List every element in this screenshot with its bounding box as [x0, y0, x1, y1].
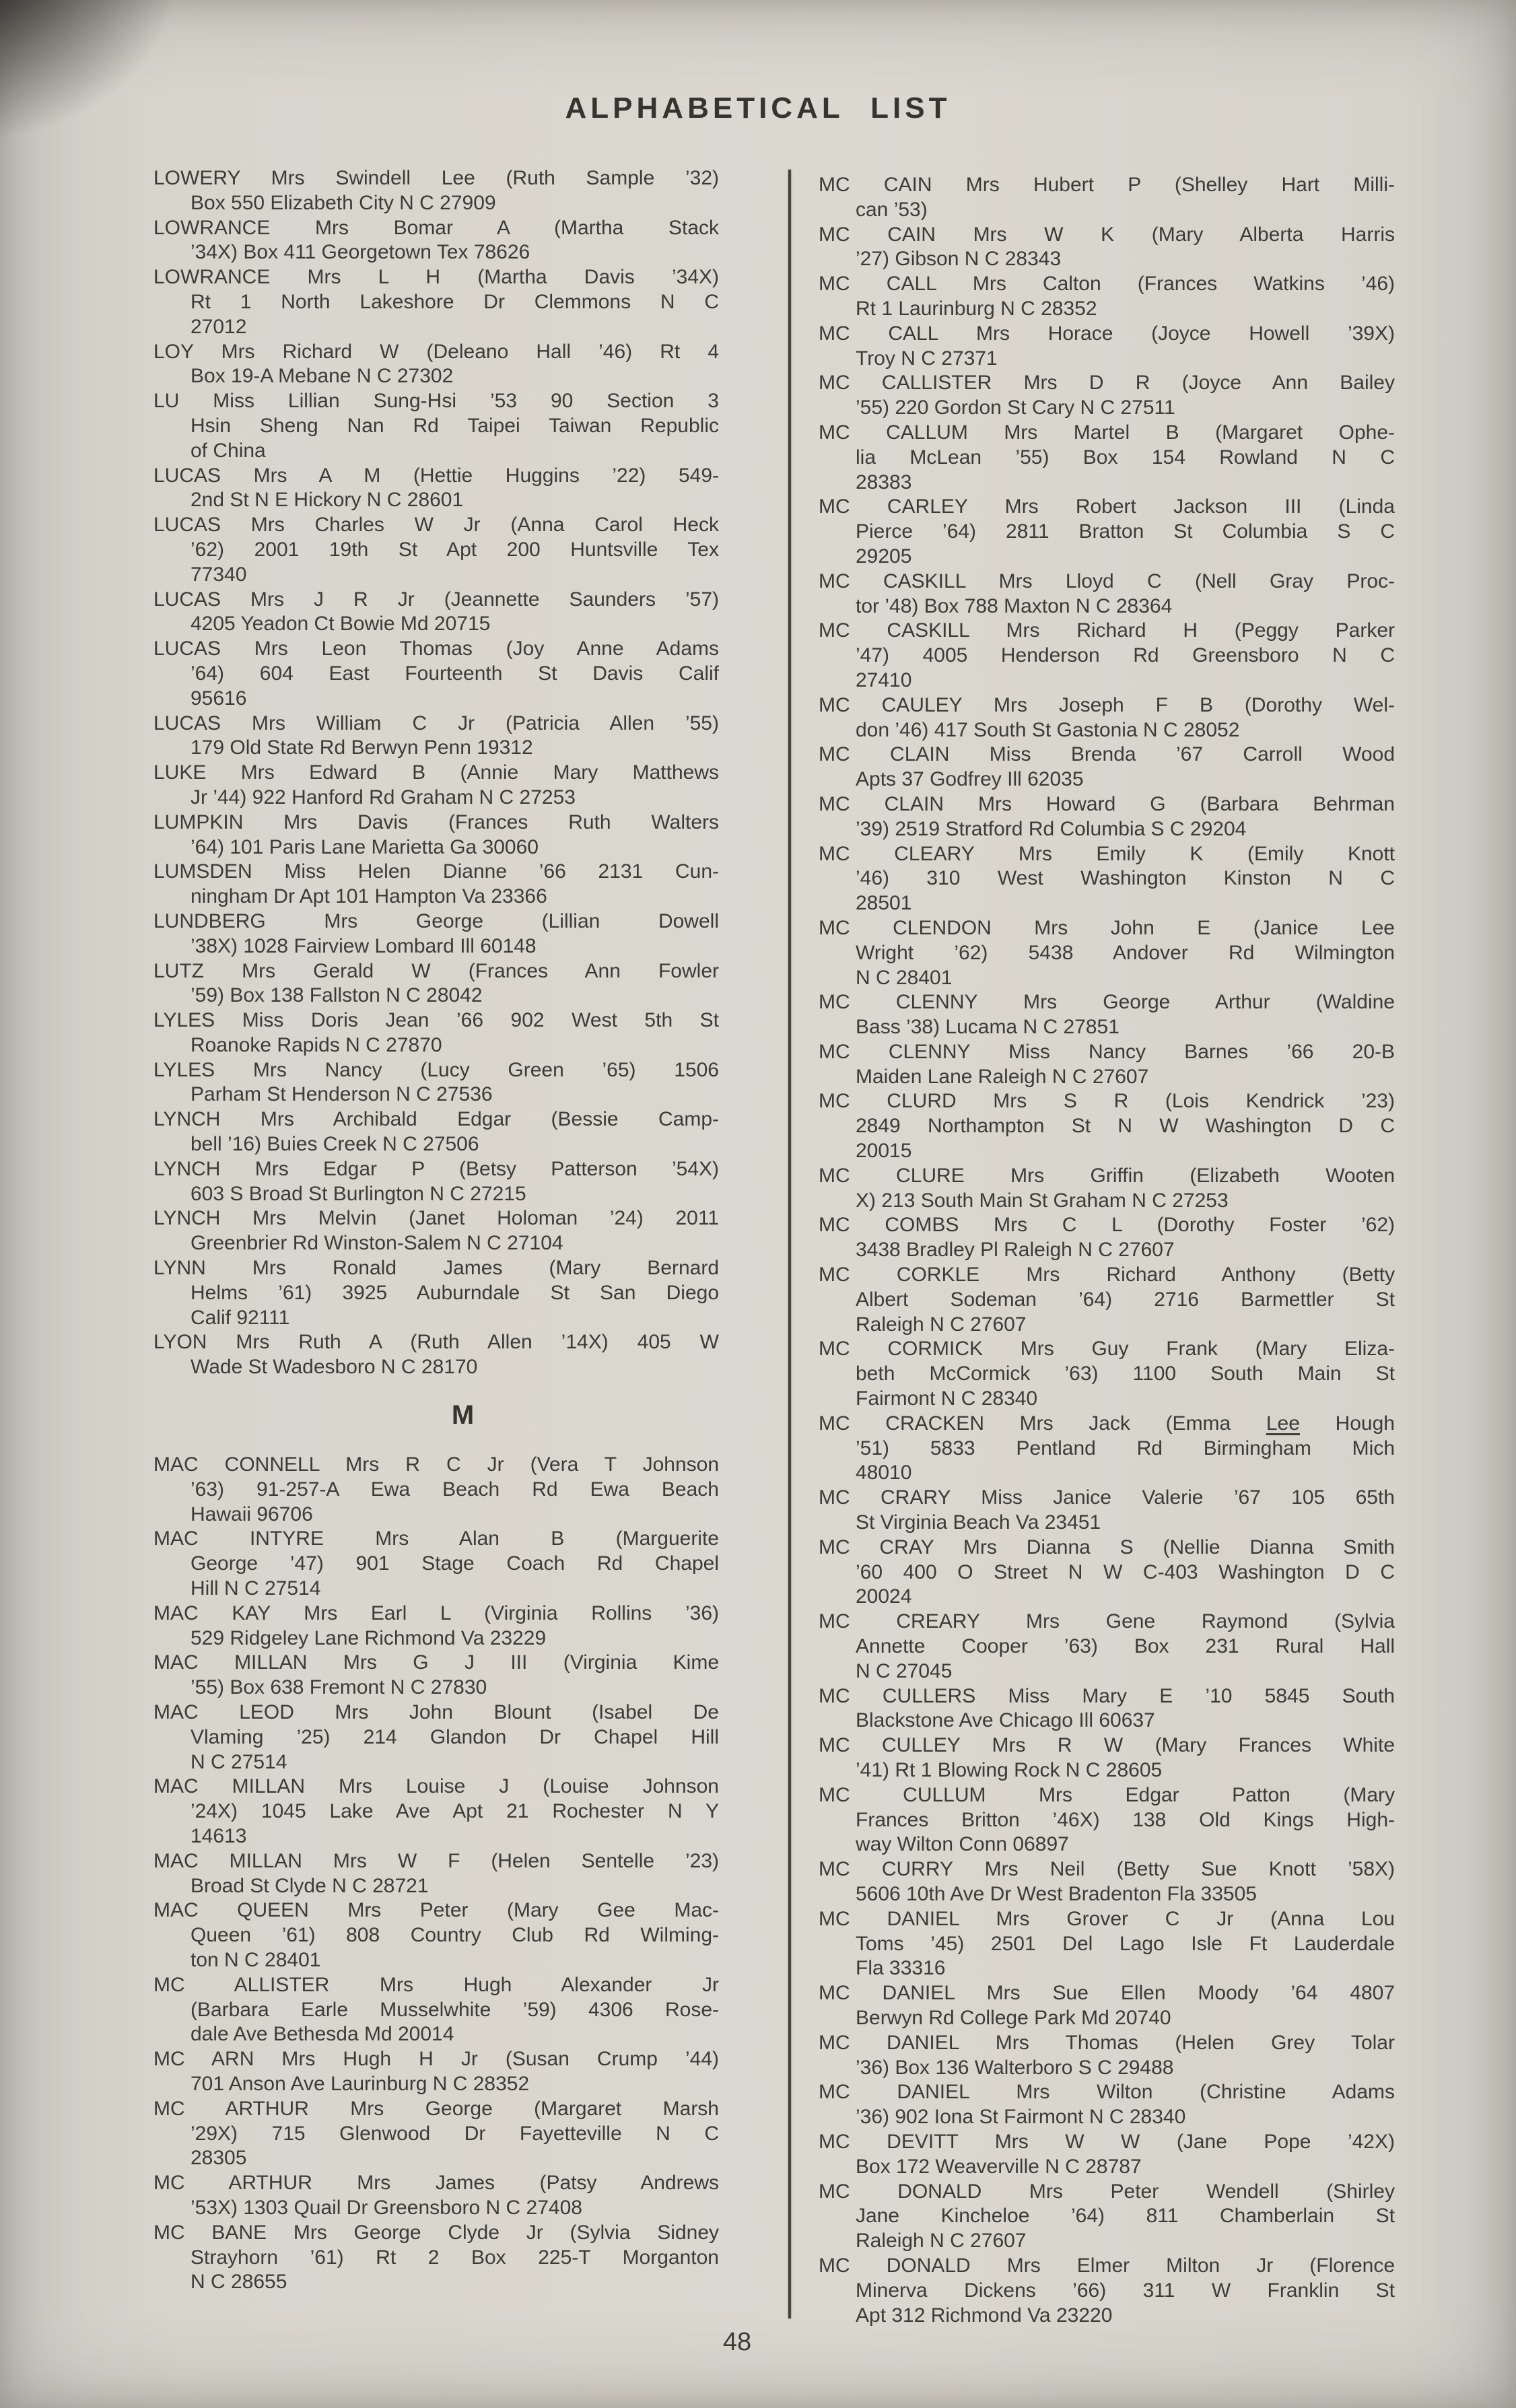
entry-line: Albert Sodeman ’64) 2716 Barmettler St [856, 1288, 1395, 1311]
directory-entry [819, 1337, 1395, 1411]
entry-line: Queen ’61) 808 Country Club Rd Wilming- [191, 1924, 719, 1947]
directory-entry [819, 322, 1395, 372]
entry-line: St Virginia Beach Va 23451 [856, 1511, 1101, 1534]
entry-line: MC CALL Mrs Horace (Joyce Howell ’39X) [819, 322, 1395, 345]
entry-line: ’41) Rt 1 Blowing Rock N C 28605 [856, 1759, 1163, 1781]
directory-entry [819, 990, 1395, 1040]
entry-line: MC CORMICK Mrs Guy Frank (Mary Eliza- [819, 1338, 1395, 1361]
entry-line: MC ALLISTER Mrs Hugh Alexander Jr [153, 1973, 719, 1996]
entry-line: X) 213 South Main St Graham N C 27253 [856, 1189, 1229, 1212]
entry-line: Jr ’44) 922 Hanford Rd Graham N C 27253 [191, 786, 576, 809]
entry-line: of China [191, 439, 266, 462]
directory-entry [819, 1213, 1395, 1263]
directory-entry [819, 2254, 1395, 2328]
entry-line: ’24X) 1045 Lake Ave Apt 21 Rochester N Y [191, 1800, 719, 1823]
entry-line: LYNN Mrs Ronald James (Mary Bernard [153, 1257, 719, 1280]
entry-line: MC CLURD Mrs S R (Lois Kendrick ’23) [819, 1090, 1395, 1113]
entry-line: MC CLURE Mrs Griffin (Elizabeth Wooten [819, 1164, 1395, 1187]
directory-entry [819, 1164, 1395, 1214]
directory-entry [819, 2031, 1395, 2081]
entry-line: 603 S Broad St Burlington N C 27215 [191, 1182, 526, 1205]
directory-entry [153, 811, 719, 860]
entry-line: Pierce ’64) 2811 Bratton St Columbia S C [856, 520, 1395, 543]
directory-entry [819, 1684, 1395, 1734]
entry-line: Parham St Henderson N C 27536 [191, 1083, 493, 1106]
directory-entry [153, 1008, 719, 1058]
directory-entry [153, 1775, 719, 1849]
entry-line: MC CLAIN Mrs Howard G (Barbara Behrman [819, 792, 1395, 815]
entry-line: ’46) 310 West Washington Kinston N C [856, 867, 1395, 890]
entry-line: ’47) 4005 Henderson Rd Greensboro N C [856, 644, 1395, 667]
entry-line: ’34X) Box 411 Georgetown Tex 78626 [191, 241, 530, 264]
entry-line: LYON Mrs Ruth A (Ruth Allen ’14X) 405 W [153, 1331, 719, 1354]
entry-line: 28501 [856, 892, 912, 915]
entry-line: MC CALL Mrs Calton (Frances Watkins ’46) [819, 273, 1395, 296]
directory-entry [819, 792, 1395, 842]
directory-entry [819, 1783, 1395, 1857]
right-column [819, 173, 1395, 2328]
entry-line: MC ARTHUR Mrs George (Margaret Marsh [153, 2097, 719, 2120]
entry-line: MC CALLISTER Mrs D R (Joyce Ann Bailey [819, 372, 1395, 394]
entry-line: MAC KAY Mrs Earl L (Virginia Rollins ’36) [153, 1602, 719, 1624]
entry-line: Blackstone Ave Chicago Ill 60637 [856, 1709, 1155, 1732]
entry-line: Vlaming ’25) 214 Glandon Dr Chapel Hill [191, 1725, 719, 1748]
entry-line: ’36) Box 136 Walterboro S C 29488 [856, 2056, 1174, 2079]
entry-line: Jane Kincheloe ’64) 811 Chamberlain St [856, 2205, 1395, 2228]
entry-line: MC CORKLE Mrs Richard Anthony (Betty [819, 1264, 1395, 1286]
entry-line: Roanoke Rapids N C 27870 [191, 1033, 442, 1056]
directory-entry [153, 1700, 719, 1775]
entry-line: LUCAS Mrs J R Jr (Jeannette Saunders ’57) [153, 588, 719, 611]
entry-line: LUNDBERG Mrs George (Lillian Dowell [153, 909, 719, 932]
directory-entry [153, 1157, 719, 1207]
directory-entry [819, 1610, 1395, 1684]
entry-line: MC CLEARY Mrs Emily K (Emily Knott [819, 842, 1395, 865]
entry-line: ’27) Gibson N C 28343 [856, 248, 1062, 271]
entry-line: MC CREARY Mrs Gene Raymond (Sylvia [819, 1610, 1395, 1633]
directory-entry [819, 1536, 1395, 1610]
directory-entry [153, 1527, 719, 1601]
entry-line: ’53X) 1303 Quail Dr Greensboro N C 27408 [191, 2196, 582, 2219]
entry-line: MAC MILLAN Mrs Louise J (Louise Johnson [153, 1775, 719, 1798]
entry-line: ’38X) 1028 Fairview Lombard Ill 60148 [191, 934, 537, 957]
entry-line: MC CLENDON Mrs John E (Janice Lee [819, 916, 1395, 939]
directory-entry [153, 860, 719, 909]
entry-line: MC CRARY Miss Janice Valerie ’67 105 65th [819, 1486, 1395, 1509]
entry-line: Apts 37 Godfrey Ill 62035 [856, 768, 1084, 791]
entry-line: Rt 1 North Lakeshore Dr Clemmons N C [191, 290, 719, 313]
directory-entry [153, 1058, 719, 1108]
entry-line: Minerva Dickens ’66) 311 W Franklin St [856, 2279, 1395, 2302]
entry-line: LUCAS Mrs A M (Hettie Huggins ’22) 549- [153, 464, 719, 487]
directory-entry [819, 421, 1395, 495]
entry-line: ton N C 28401 [191, 1948, 321, 1971]
entry-line: ’64) 604 East Fourteenth St Davis Calif [191, 662, 719, 685]
entry-line: 28305 [191, 2147, 247, 2170]
entry-line: Annette Cooper ’63) Box 231 Rural Hall [856, 1635, 1395, 1658]
entry-line: MAC LEOD Mrs John Blount (Isabel De [153, 1701, 719, 1724]
page-number: 48 [722, 2328, 752, 2356]
entry-line: 27012 [191, 315, 247, 338]
entry-line: MAC MILLAN Mrs W F (Helen Sentelle ’23) [153, 1849, 719, 1872]
entry-line: 3438 Bradley Pl Raleigh N C 27607 [856, 1239, 1175, 1262]
page-title: ALPHABETICAL LIST [565, 92, 951, 125]
directory-entry [819, 173, 1395, 223]
entry-line: Strayhorn ’61) Rt 2 Box 225-T Morganton [191, 2246, 719, 2269]
entry-line: MC CALLUM Mrs Martel B (Margaret Ophe- [819, 421, 1395, 444]
entry-line: MC CULLERS Miss Mary E ’10 5845 South [819, 1684, 1395, 1707]
entry-line: LYLES Mrs Nancy (Lucy Green ’65) 1506 [153, 1058, 719, 1081]
directory-entry [153, 265, 719, 339]
directory-entry [153, 1602, 719, 1651]
directory-entry [153, 216, 719, 266]
entry-line: Wright ’62) 5438 Andover Rd Wilmington [856, 941, 1395, 964]
entry-line: dale Ave Bethesda Md 20014 [191, 2023, 454, 2046]
entry-line: MC CULLUM Mrs Edgar Patton (Mary [819, 1783, 1395, 1806]
entry-line: Greenbrier Rd Winston-Salem N C 27104 [191, 1232, 563, 1255]
entry-line: ’36) 902 Iona St Fairmont N C 28340 [856, 2106, 1186, 2129]
directory-entry [819, 223, 1395, 273]
entry-line: MC CAIN Mrs Hubert P (Shelley Hart Milli- [819, 174, 1395, 196]
entry-line: LOY Mrs Richard W (Deleano Hall ’46) Rt 4 [153, 340, 719, 363]
entry-line: N C 28655 [191, 2271, 287, 2294]
entry-line: LYNCH Mrs Archibald Edgar (Bessie Camp- [153, 1108, 719, 1131]
entry-line: 77340 [191, 563, 247, 586]
directory-entry [153, 909, 719, 959]
directory-entry [819, 2080, 1395, 2130]
entry-line: ’51) 5833 Pentland Rd Birmingham Mich [856, 1437, 1395, 1459]
entry-line: Hawaii 96706 [191, 1503, 313, 1525]
directory-entry [153, 959, 719, 1009]
entry-line: 95616 [191, 687, 247, 710]
directory-entry [819, 693, 1395, 743]
directory-entry [153, 1330, 719, 1380]
entry-line: MC CAIN Mrs W K (Mary Alberta Harris [819, 223, 1395, 246]
directory-entry [153, 166, 719, 216]
section-header: M [451, 1400, 475, 1431]
entry-line: 27410 [856, 668, 912, 691]
entry-line: Broad St Clyde N C 28721 [191, 1874, 429, 1897]
entry-line: LYLES Miss Doris Jean ’66 902 West 5th St [153, 1009, 719, 1032]
entry-line: ’62) 2001 19th St Apt 200 Huntsville Tex [191, 538, 719, 561]
entry-line: Fla 33316 [856, 1957, 946, 1980]
entry-line: MC CLENNY Mrs George Arthur (Waldine [819, 991, 1395, 1014]
entry-line: LOWRANCE Mrs L H (Martha Davis ’34X) [153, 266, 719, 289]
directory-entry [819, 570, 1395, 619]
entry-line: beth McCormick ’63) 1100 South Main St [856, 1363, 1395, 1385]
directory-entry [153, 513, 719, 587]
directory-entry [153, 761, 719, 811]
entry-line: Wade St Wadesboro N C 28170 [191, 1356, 478, 1379]
entry-line: LUCAS Mrs Leon Thomas (Joy Anne Adams [153, 638, 719, 660]
entry-line: MAC CONNELL Mrs R C Jr (Vera T Johnson [153, 1453, 719, 1476]
entry-line: LUMSDEN Miss Helen Dianne ’66 2131 Cun- [153, 860, 719, 883]
directory-entry [819, 1412, 1395, 1486]
entry-line: 20015 [856, 1140, 912, 1163]
entry-line: MC BANE Mrs George Clyde Jr (Sylvia Sidney [153, 2221, 719, 2244]
directory-entry [153, 1256, 719, 1330]
entry-line: LOWRANCE Mrs Bomar A (Martha Stack [153, 216, 719, 239]
entry-line: LUCAS Mrs William C Jr (Patricia Allen ’55) [153, 712, 719, 734]
entry-line: LOWERY Mrs Swindell Lee (Ruth Sample ’32) [153, 167, 719, 189]
entry-line: Raleigh N C 27607 [856, 1313, 1027, 1336]
entry-line: MC COMBS Mrs C L (Dorothy Foster ’62) [819, 1214, 1395, 1237]
entry-line: MC CRACKEN Mrs Jack (Emma Lee Hough [819, 1412, 1395, 1435]
directory-entry [819, 1040, 1395, 1090]
column-divider [788, 170, 791, 2318]
directory-entry [819, 743, 1395, 792]
entry-line: 28383 [856, 471, 912, 493]
entry-line: Box 172 Weaverville N C 28787 [856, 2155, 1142, 2178]
entry-line: Rt 1 Laurinburg N C 28352 [856, 297, 1097, 320]
directory-entry [153, 340, 719, 390]
entry-line: MC CULLEY Mrs R W (Mary Frances White [819, 1734, 1395, 1757]
directory-entry [819, 2130, 1395, 2180]
entry-line: 20024 [856, 1585, 912, 1608]
entry-line: 179 Old State Rd Berwyn Penn 19312 [191, 736, 533, 759]
entry-line: 701 Anson Ave Laurinburg N C 28352 [191, 2072, 530, 2095]
entry-line: N C 28401 [856, 966, 953, 989]
directory-entry [819, 1733, 1395, 1783]
directory-entry [819, 495, 1395, 569]
directory-entry [819, 916, 1395, 990]
entry-line: MAC INTYRE Mrs Alan B (Marguerite [153, 1527, 719, 1550]
entry-line: MC DANIEL Mrs Sue Ellen Moody ’64 4807 [819, 1982, 1395, 2005]
directory-entry [819, 371, 1395, 421]
underlined-text: Lee [1266, 1412, 1300, 1435]
directory-entry [153, 712, 719, 761]
entry-line: MC ARN Mrs Hugh H Jr (Susan Crump ’44) [153, 2048, 719, 2071]
directory-entry [819, 842, 1395, 916]
entry-line: MC DANIEL Mrs Thomas (Helen Grey Tolar [819, 2031, 1395, 2054]
entry-line: Toms ’45) 2501 Del Lago Isle Ft Lauderdale [856, 1932, 1395, 1955]
directory-entry [153, 588, 719, 638]
entry-line: ’39) 2519 Stratford Rd Columbia S C 29204 [856, 817, 1247, 840]
entry-line: Box 550 Elizabeth City N C 27909 [191, 191, 496, 214]
entry-line: ’59) Box 138 Fallston N C 28042 [191, 984, 483, 1007]
entry-line: ’60 400 O Street N W C-403 Washington D C [856, 1560, 1395, 1583]
directory-entry [153, 1898, 719, 1972]
entry-line: 48010 [856, 1461, 912, 1484]
entry-line: N C 27045 [856, 1659, 953, 1682]
entry-line: MC CLAIN Miss Brenda ’67 Carroll Wood [819, 743, 1395, 766]
entry-line: Apt 312 Richmond Va 23220 [856, 2304, 1113, 2327]
entry-line: MC DONALD Mrs Peter Wendell (Shirley [819, 2180, 1395, 2203]
entry-line: ’55) Box 638 Fremont N C 27830 [191, 1676, 487, 1699]
entry-line: 29205 [856, 545, 912, 567]
left-column [153, 166, 719, 2295]
directory-entry [153, 2097, 719, 2171]
entry-line: MC DEVITT Mrs W W (Jane Pope ’42X) [819, 2130, 1395, 2153]
directory-entry [153, 1107, 719, 1157]
entry-line: MC ARTHUR Mrs James (Patsy Andrews [153, 2172, 719, 2195]
directory-entry [153, 1651, 719, 1700]
entry-line: Box 19-A Mebane N C 27302 [191, 365, 454, 388]
directory-entry [153, 1206, 719, 1256]
entry-line: ’64) 101 Paris Lane Marietta Ga 30060 [191, 835, 539, 858]
directory-entry [819, 2180, 1395, 2254]
entry-line: LUKE Mrs Edward B (Annie Mary Matthews [153, 761, 719, 784]
entry-line: George ’47) 901 Stage Coach Rd Chapel [191, 1552, 719, 1575]
directory-entry [153, 389, 719, 463]
entry-line: Fairmont N C 28340 [856, 1387, 1038, 1410]
directory-entry [153, 2171, 719, 2221]
entry-line: LU Miss Lillian Sung-Hsi ’53 90 Section 3 [153, 390, 719, 413]
entry-line: ’55) 220 Gordon St Cary N C 27511 [856, 397, 1175, 419]
entry-line: MC CASKILL Mrs Richard H (Peggy Parker [819, 619, 1395, 642]
directory-entry [153, 637, 719, 711]
directory-entry [819, 272, 1395, 322]
entry-line: MC DONALD Mrs Elmer Milton Jr (Florence [819, 2254, 1395, 2277]
entry-line: MC CLENNY Miss Nancy Barnes ’66 20-B [819, 1040, 1395, 1063]
entry-line: tor ’48) Box 788 Maxton N C 28364 [856, 594, 1173, 617]
entry-line: 5606 10th Ave Dr West Bradenton Fla 33505 [856, 1882, 1257, 1905]
directory-entry [153, 1973, 719, 2047]
entry-line: Maiden Lane Raleigh N C 27607 [856, 1065, 1149, 1088]
entry-line: Troy N C 27371 [856, 347, 998, 370]
entry-line: MAC MILLAN Mrs G J III (Virginia Kime [153, 1651, 719, 1674]
entry-line: MC CURRY Mrs Neil (Betty Sue Knott ’58X) [819, 1858, 1395, 1881]
entry-line: can ’53) [856, 198, 928, 221]
entry-line: MC CRAY Mrs Dianna S (Nellie Dianna Smith [819, 1536, 1395, 1558]
entry-line: LYNCH Mrs Edgar P (Betsy Patterson ’54X) [153, 1157, 719, 1180]
directory-entry [819, 1486, 1395, 1536]
directory-entry [153, 1849, 719, 1899]
directory-entry [153, 2047, 719, 2097]
entry-line: way Wilton Conn 06897 [856, 1833, 1069, 1856]
entry-line: 2nd St N E Hickory N C 28601 [191, 489, 464, 512]
directory-entry [153, 2221, 719, 2295]
directory-entry [819, 1857, 1395, 1907]
entry-line: (Barbara Earle Musselwhite ’59) 4306 Rose- [191, 1998, 719, 2021]
entry-line: Frances Britton ’46X) 138 Old Kings High- [856, 1808, 1395, 1831]
entry-line: don ’46) 417 South St Gastonia N C 28052 [856, 718, 1240, 741]
entry-line: LUMPKIN Mrs Davis (Frances Ruth Walters [153, 811, 719, 833]
directory-entry [819, 1907, 1395, 1981]
entry-line: MC DANIEL Mrs Grover C Jr (Anna Lou [819, 1907, 1395, 1930]
entry-line: Hsin Sheng Nan Rd Taipei Taiwan Republic [191, 414, 719, 437]
entry-line: ningham Dr Apt 101 Hampton Va 23366 [191, 885, 547, 908]
directory-entry [819, 1981, 1395, 2031]
entry-line: MC DANIEL Mrs Wilton (Christine Adams [819, 2081, 1395, 2104]
entry-line: Calif 92111 [191, 1306, 290, 1329]
directory-entry [819, 619, 1395, 693]
entry-line: Hill N C 27514 [191, 1577, 321, 1600]
entry-line: LUCAS Mrs Charles W Jr (Anna Carol Heck [153, 514, 719, 537]
directory-entry [153, 464, 719, 514]
entry-line: Helms ’61) 3925 Auburndale St San Diego [191, 1281, 719, 1304]
entry-line: 2849 Northampton St N W Washington D C [856, 1115, 1395, 1138]
entry-line: Berwyn Rd College Park Md 20740 [856, 2006, 1171, 2029]
entry-line: Raleigh N C 27607 [856, 2230, 1027, 2252]
entry-line: MC CASKILL Mrs Lloyd C (Nell Gray Proc- [819, 570, 1395, 592]
entry-line: ’63) 91-257-A Ewa Beach Rd Ewa Beach [191, 1478, 719, 1501]
entry-line: bell ’16) Buies Creek N C 27506 [191, 1133, 479, 1156]
entry-line: MC CAULEY Mrs Joseph F B (Dorothy Wel- [819, 693, 1395, 716]
entry-line: LUTZ Mrs Gerald W (Frances Ann Fowler [153, 959, 719, 982]
directory-entry [819, 1263, 1395, 1337]
directory-entry [153, 1453, 719, 1527]
entry-line: MAC QUEEN Mrs Peter (Mary Gee Mac- [153, 1899, 719, 1922]
entry-line: N C 27514 [191, 1750, 287, 1773]
entry-line: LYNCH Mrs Melvin (Janet Holoman ’24) 2011 [153, 1207, 719, 1230]
entry-line: 4205 Yeadon Ct Bowie Md 20715 [191, 613, 491, 635]
entry-line: Bass ’38) Lucama N C 27851 [856, 1016, 1119, 1039]
directory-entry [819, 1089, 1395, 1163]
entry-line: 14613 [191, 1825, 247, 1847]
entry-line: MC CARLEY Mrs Robert Jackson III (Linda [819, 495, 1395, 518]
entry-line: ’29X) 715 Glenwood Dr Fayetteville N C [191, 2122, 719, 2145]
entry-line: 529 Ridgeley Lane Richmond Va 23229 [191, 1626, 547, 1649]
entry-line: lia McLean ’55) Box 154 Rowland N C [856, 446, 1395, 469]
